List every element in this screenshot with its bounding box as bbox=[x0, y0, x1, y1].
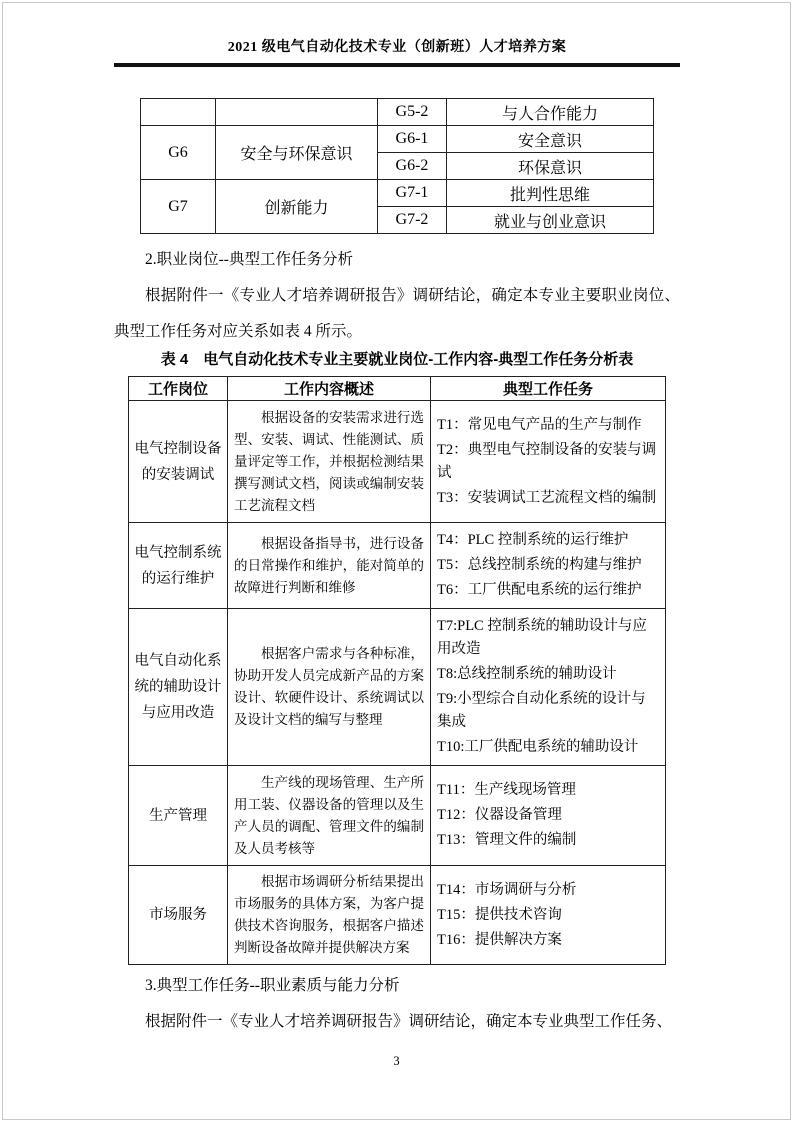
page-header-title: 2021 级电气自动化技术专业（创新班）人才培养方案 bbox=[227, 40, 567, 55]
subname-cell: 就业与创业意识 bbox=[447, 207, 654, 234]
table-row bbox=[141, 180, 654, 207]
tasks-cell bbox=[431, 401, 666, 523]
task-item: T8:总线控制系统的辅助设计 bbox=[437, 666, 617, 682]
header-double-rule bbox=[114, 63, 680, 67]
subname-cell: 批判性思维 bbox=[447, 180, 654, 207]
table-row bbox=[129, 866, 666, 965]
competency-table bbox=[140, 98, 654, 234]
post-cell: 电气自动化系统的辅助设计与应用改造 bbox=[129, 609, 228, 766]
section-3-paragraph: 根据附件一《专业人才培养调研报告》调研结论，确定本专业典型工作任务、 bbox=[145, 1013, 673, 1030]
task-item: T13：管理文件的编制 bbox=[437, 832, 577, 848]
subcode-cell: G7-1 bbox=[378, 180, 447, 207]
competency-name-cell: 创新能力 bbox=[216, 180, 378, 234]
subcode-cell: G7-2 bbox=[378, 207, 447, 234]
task-item: T15：提供技术咨询 bbox=[437, 906, 562, 923]
section-2-heading: 2.职业岗位--典型工作任务分析 bbox=[145, 251, 353, 268]
table-header-row bbox=[129, 377, 666, 401]
task-item: T7:PLC 控制系统的辅助设计与应用改造 bbox=[437, 618, 647, 657]
subname-cell: 环保意识 bbox=[447, 153, 654, 180]
column-header-tasks: 典型工作任务 bbox=[431, 377, 666, 401]
post-cell: 生产管理 bbox=[129, 766, 228, 866]
job-task-analysis-table bbox=[128, 376, 666, 965]
subname-cell: 安全意识 bbox=[447, 126, 654, 153]
content-cell: 根据设备指导书，进行设备的日常操作和维护，能对简单的故障进行判断和维修 bbox=[228, 523, 431, 609]
section-3-heading: 3.典型工作任务--职业素质与能力分析 bbox=[145, 977, 400, 994]
task-item: T2：典型电气控制设备的安装与调试 bbox=[437, 441, 657, 481]
task-item: T16：提供解决方案 bbox=[437, 931, 562, 948]
subcode-cell: G6-1 bbox=[378, 126, 447, 153]
table-row bbox=[141, 99, 654, 126]
document-page bbox=[2, 2, 791, 1120]
post-cell: 电气控制系统的运行维护 bbox=[129, 523, 228, 609]
table-row bbox=[129, 401, 666, 523]
section-2-paragraph: 根据附件一《专业人才培养调研报告》调研结论，确定本专业主要职业岗位、典型工作任务对应关系如表 4 所示。 bbox=[114, 287, 680, 340]
post-cell: 市场服务 bbox=[129, 866, 228, 965]
content-cell: 根据市场调研分析结果提出市场服务的具体方案，为客户提供技术咨询服务，根据客户描述判断设备故障并提供解决方案 bbox=[228, 866, 431, 965]
task-item: T3：安装调试工艺流程文档的编制 bbox=[437, 489, 657, 506]
table-4-caption: 表 4 电气自动化技术专业主要就业岗位-工作内容-典型工作任务分析表 bbox=[160, 351, 634, 368]
table-row bbox=[129, 523, 666, 609]
column-header-content: 工作内容概述 bbox=[228, 377, 431, 401]
content-cell: 根据设备的安装需求进行选型、安装、调试、性能测试、质量评定等工作，并根据检测结果撰写测试文档，阅读或编制安装工艺流程文档 bbox=[228, 401, 431, 523]
table-row bbox=[141, 126, 654, 153]
tasks-cell bbox=[431, 866, 666, 965]
competency-code-cell: G6 bbox=[141, 126, 216, 180]
task-item: T11：生产线现场管理 bbox=[437, 782, 576, 798]
tasks-cell bbox=[431, 523, 666, 609]
task-item: T12：仪器设备管理 bbox=[437, 807, 562, 823]
table-row bbox=[129, 609, 666, 766]
task-item: T1：常见电气产品的生产与制作 bbox=[437, 416, 642, 433]
task-item: T5：总线控制系统的构建与维护 bbox=[437, 557, 642, 573]
task-item: T9:小型综合自动化系统的设计与集成 bbox=[437, 691, 646, 730]
content-cell: 生产线的现场管理、生产所用工装、仪器设备的管理以及生产人员的调配、管理文件的编制及人员考核等 bbox=[228, 766, 431, 866]
subcode-cell: G5-2 bbox=[378, 99, 447, 126]
page-number: 3 bbox=[393, 1054, 400, 1068]
content-cell: 根据客户需求与各种标准，协助开发人员完成新产品的方案设计、软硬件设计、系统调试以及设计文档的编写与整理 bbox=[228, 609, 431, 766]
subcode-cell: G6-2 bbox=[378, 153, 447, 180]
column-header-post: 工作岗位 bbox=[129, 377, 228, 401]
task-item: T4：PLC 控制系统的运行维护 bbox=[437, 532, 629, 548]
table-row bbox=[129, 766, 666, 866]
competency-name-cell: 安全与环保意识 bbox=[216, 126, 378, 180]
competency-code-cell bbox=[141, 99, 216, 126]
competency-code-cell: G7 bbox=[141, 180, 216, 234]
task-item: T10:工厂供配电系统的辅助设计 bbox=[437, 739, 639, 755]
post-cell: 电气控制设备的安装调试 bbox=[129, 401, 228, 523]
task-item: T14：市场调研与分析 bbox=[437, 881, 577, 898]
subname-cell: 与人合作能力 bbox=[447, 99, 654, 126]
task-item: T6：工厂供配电系统的运行维护 bbox=[437, 582, 642, 598]
tasks-cell bbox=[431, 766, 666, 866]
tasks-cell bbox=[431, 609, 666, 766]
competency-name-cell bbox=[216, 99, 378, 126]
